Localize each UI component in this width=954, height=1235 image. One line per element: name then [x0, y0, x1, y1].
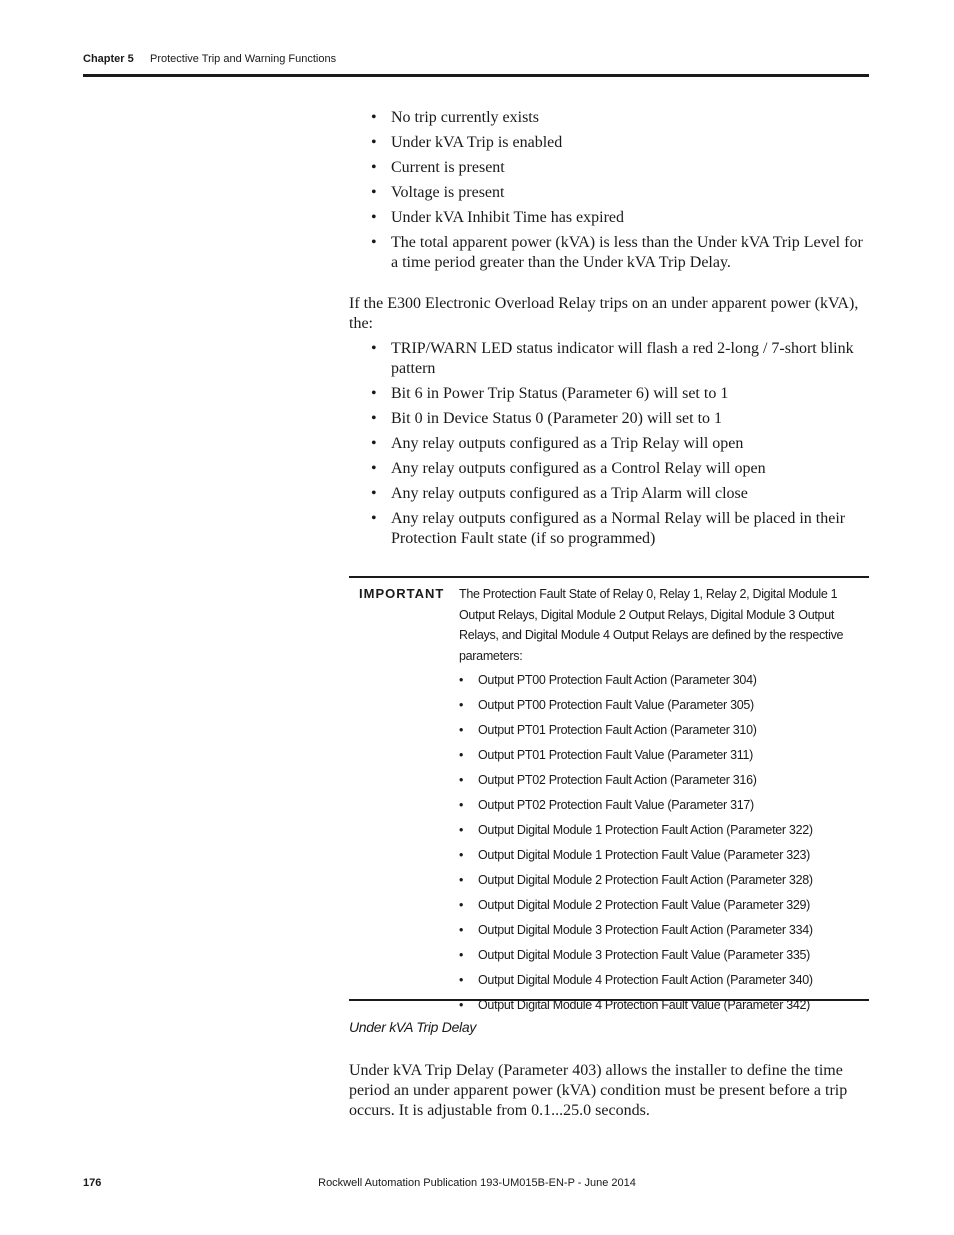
list-item: • Output PT00 Protection Fault Action (Parameter 304) [459, 670, 867, 695]
important-callout [349, 576, 869, 1012]
chapter-title: Protective Trip and Warning Functions [150, 53, 337, 65]
header-rule [83, 74, 869, 77]
list-item: • Voltage is present [349, 183, 869, 203]
list-item: • Under kVA Inhibit Time has expired [349, 208, 869, 228]
list-item: • Output Digital Module 3 Protection Fault Value (Parameter 335) [459, 945, 867, 970]
list-item: • Any relay outputs configured as a Trip Relay will open [349, 434, 869, 454]
trip-results-list [349, 339, 869, 554]
list-item: • Output Digital Module 4 Protection Fault Value (Parameter 342) [459, 995, 867, 1020]
list-item: • Output Digital Module 2 Protection Fault Value (Parameter 329) [459, 895, 867, 920]
list-item: • TRIP/WARN LED status indicator will flash a red 2-long / 7-short blink pattern [349, 339, 869, 379]
list-item: • Output Digital Module 1 Protection Fault Action (Parameter 322) [459, 820, 867, 845]
list-item: • Output PT02 Protection Fault Action (Parameter 316) [459, 770, 867, 795]
list-item: • Bit 0 in Device Status 0 (Parameter 20) will set to 1 [349, 409, 869, 429]
list-item: • Under kVA Trip is enabled [349, 133, 869, 153]
parameter-list [459, 670, 867, 1020]
list-item: • Any relay outputs configured as a Trip Alarm will close [349, 484, 869, 504]
list-item: • The total apparent power (kVA) is less than the Under kVA Trip Level for a time period greater than the Under kVA Trip Delay. [349, 233, 869, 273]
list-item: • Any relay outputs configured as a Normal Relay will be placed in their Protection Fault state (if so programmed) [349, 509, 869, 549]
list-item: • Output PT01 Protection Fault Value (Parameter 311) [459, 745, 867, 770]
list-item: • Output Digital Module 4 Protection Fault Action (Parameter 340) [459, 970, 867, 995]
important-content [459, 584, 867, 1020]
list-item: • No trip currently exists [349, 108, 869, 128]
list-item: • Current is present [349, 158, 869, 178]
list-item: • Output Digital Module 1 Protection Fault Value (Parameter 323) [459, 845, 867, 870]
trip-delay-paragraph: Under kVA Trip Delay (Parameter 403) allows the installer to define the time period an under apparent power (kVA) condition must be present before a trip occurs. It is adjustable from 0.1...25.0 seconds. [349, 1062, 848, 1119]
trip-intro-paragraph: If the E300 Electronic Overload Relay trips on an under apparent power (kVA), the: [349, 295, 859, 332]
conditions-list [349, 108, 869, 278]
list-item: • Output Digital Module 2 Protection Fault Action (Parameter 328) [459, 870, 867, 895]
list-item: • Any relay outputs configured as a Control Relay will open [349, 459, 869, 479]
list-item: • Output Digital Module 3 Protection Fault Action (Parameter 334) [459, 920, 867, 945]
publication-footer: Rockwell Automation Publication 193-UM015B-EN-P - June 2014 [318, 1177, 636, 1189]
page-number: 176 [83, 1177, 102, 1189]
list-item: • Bit 6 in Power Trip Status (Parameter 6) will set to 1 [349, 384, 869, 404]
section-subheading: Under kVA Trip Delay [349, 1019, 477, 1035]
important-label: IMPORTANT [359, 586, 445, 601]
list-item: • Output PT02 Protection Fault Value (Parameter 317) [459, 795, 867, 820]
chapter-label: Chapter 5 [83, 53, 134, 65]
list-item: • Output PT01 Protection Fault Action (Parameter 310) [459, 720, 867, 745]
list-item: • Output PT00 Protection Fault Value (Parameter 305) [459, 695, 867, 720]
important-intro: The Protection Fault State of Relay 0, Relay 1, Relay 2, Digital Module 1 Output Relays, Digital Module 2 Output Relays, Digital Module 3 Output Relays, and Digital Module 4 Output Relays are defined by the respective parameters: [459, 587, 844, 663]
